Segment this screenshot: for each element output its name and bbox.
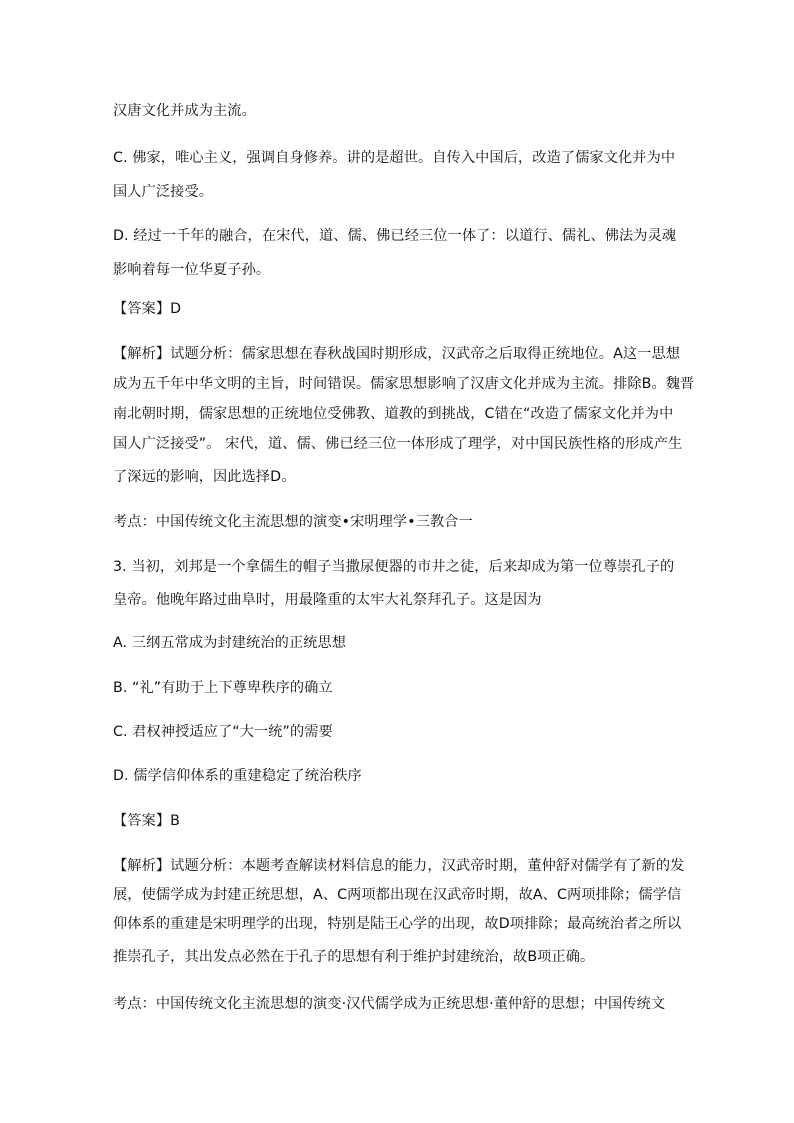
analysis-line-q3: 【解析】试题分析：本题考查解读材料信息的能力，汉武帝时期，董仲舒对儒学有了新的发 [113, 858, 685, 874]
text-line-option-d: D. 经过一千年的融合，在宋代，道、儒、佛已经三位一体了：以道行、儒礼、佛法为灵魂 [113, 228, 677, 244]
analysis-line-q3: 仰体系的重建是宋明理学的出现，特别是陆王心学的出现，故D项排除；最高统治者之所以 [113, 916, 682, 932]
analysis-line-q2: 国人广泛接受”。 宋代，道、儒、佛已经三位一体形成了理学，对中国民族性格的形成产生 [113, 436, 683, 452]
analysis-line-q3: 展，使儒学成为封建正统思想，A、C两项都出现在汉武帝时期，故A、C两项排除；儒学信 [113, 887, 682, 903]
analysis-line-q2: 【解析】试题分析：儒家思想在春秋战国时期形成，汉武帝之后取得正统地位。A这一思想 [113, 346, 681, 362]
answer-line-q3: 【答案】B [113, 813, 180, 829]
text-line-option-c: C. 佛家，唯心主义，强调自身修养。讲的是超世。自传入中国后，改造了儒家文化并为中 [113, 150, 676, 166]
kaodian-line-q3: 考点：中国传统文化主流思想的演变·汉代儒学成为正统思想·董仲舒的思想；中国传统文 [113, 996, 666, 1012]
answer-line-q2: 【答案】D [113, 301, 182, 317]
analysis-line-q2: 南北朝时期，儒家思想的正统地位受佛教、道教的到挑战，C错在“改造了儒家文化并为中 [113, 406, 674, 422]
text-line-option-b-end: 汉唐文化并成为主流。 [113, 103, 256, 119]
text-line-option-d-cont: 影响着每一位华夏子孙。 [113, 262, 271, 278]
analysis-line-q2: 成为五千年中华文明的主旨，时间错误。儒家思想影响了汉唐文化并成为主流。排除B。魏晋 [113, 376, 695, 392]
analysis-line-q3: 推崇孔子，其出发点必然在于孔子的思想有利于维护封建统治，故B项正确。 [113, 949, 595, 965]
option-d-q3: D. 儒学信仰体系的重建稳定了统治秩序 [113, 768, 362, 784]
question-3-line: 皇帝。他晚年路过曲阜时，用最隆重的太牢大礼祭拜孔子。这是因为 [113, 592, 542, 608]
kaodian-line-q2: 考点：中国传统文化主流思想的演变•宋明理学•三教合一 [113, 514, 473, 530]
option-b-q3: B. “礼”有助于上下尊卑秩序的确立 [113, 680, 333, 696]
option-a-q3: A. 三纲五常成为封建统治的正统思想 [113, 635, 347, 651]
analysis-line-q2: 了深远的影响，因此选择D。 [113, 469, 296, 485]
text-line-option-c-cont: 国人广泛接受。 [113, 184, 214, 200]
question-3-line: 3. 当初，刘邦是一个拿儒生的帽子当撒尿便器的市井之徒，后来却成为第一位尊崇孔子的 [113, 559, 675, 575]
option-c-q3: C. 君权神授适应了“大一统”的需要 [113, 724, 333, 740]
